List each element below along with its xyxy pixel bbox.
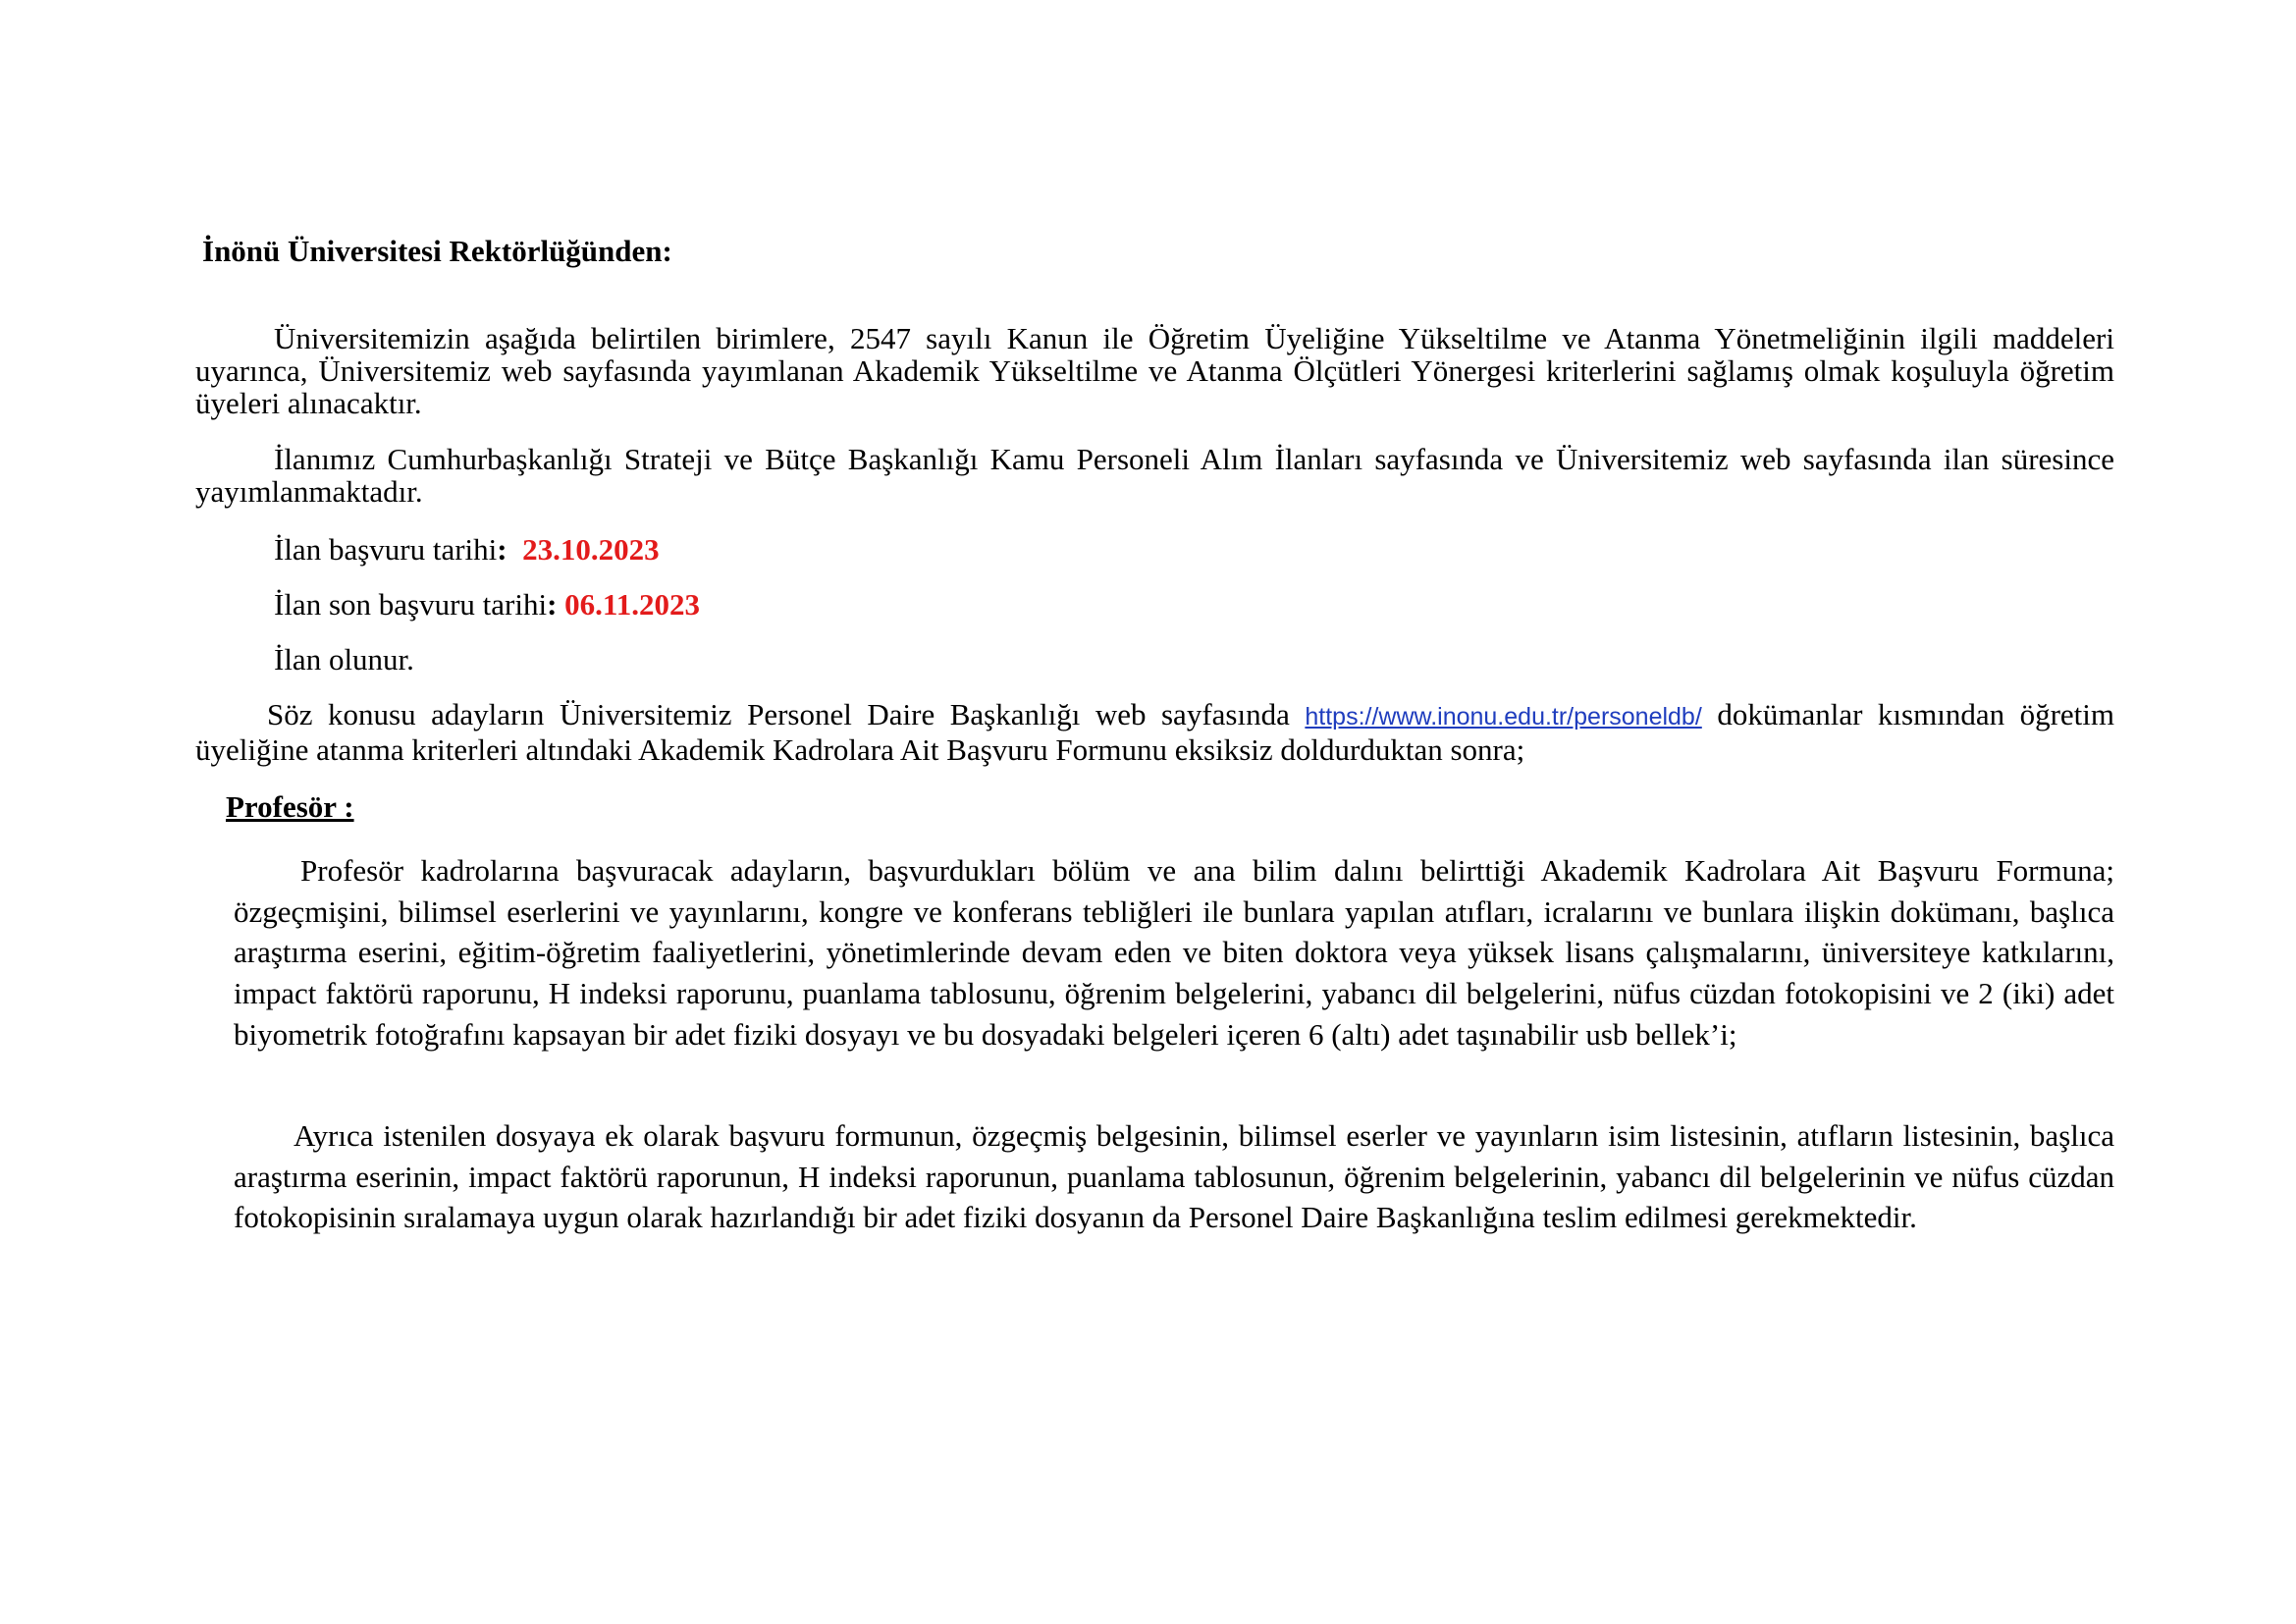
application-end-label: İlan son başvuru tarihi (274, 587, 548, 622)
announcement-line: İlan olunur. (274, 642, 414, 677)
application-start-separator: : (497, 532, 507, 567)
application-end-line (274, 585, 700, 624)
personnel-department-link[interactable]: https://www.inonu.edu.tr/personeldb/ (1305, 703, 1702, 731)
application-start-label: İlan başvuru tarihi (274, 532, 498, 567)
application-start-date: 23.10.2023 (522, 532, 660, 567)
publication-paragraph: İlanımız Cumhurbaşkanlığı Strateji ve Bütçe Başkanlığı Kamu Personeli Alım İlanları sayfasında ve Üniversitemiz web sayfasında ilan süresince yayımlanmaktadır. (195, 442, 2114, 509)
additional-paragraph: Ayrıca istenilen dosyaya ek olarak başvuru formunun, özgeçmiş belgesinin, bilimsel eserler ve yayınların isim listesinin, atıfların listesinin, başlıca araştırma eserinin, impact faktörü raporunun, H indeksi raporunun, puanlama tablosunun, öğrenim belgelerinin, yabancı dil belgelerinin ve nüfus cüzdan fotokopisinin sıralamaya uygun olarak hazırlandığı bir adet fiziki dosyanın da Personel Daire Başkanlığına teslim edilmesi gerekmektedir. (234, 1118, 2114, 1235)
form-paragraph-after-link: dokümanlar kısmından öğretim üyeliğine atanma kriterleri altındaki Akademik Kadrolara Ait Başvuru Formunu eksiksiz doldurduktan sonra; (195, 697, 2115, 767)
form-paragraph (195, 698, 2114, 766)
form-paragraph-before-link: Söz konusu adayların Üniversitemiz Personel Daire Başkanlığı web sayfasında (267, 697, 1290, 731)
intro-paragraph: Üniversitemizin aşağıda belirtilen birimlere, 2547 sayılı Kanun ile Öğretim Üyeliğine Yükseltilme ve Atanma Yönetmeliğinin ilgili maddeleri uyarınca, Üniversitemiz web sayfasında yayımlanan Akademik Yükseltilme ve Atanma Ölçütleri Yönergesi kriterlerini sağlamış olmak koşuluyla öğretim üyeleri alınacaktır. (195, 321, 2114, 420)
document-heading: İnönü Üniversitesi Rektörlüğünden: (202, 234, 672, 268)
application-end-date: 06.11.2023 (564, 587, 700, 622)
application-start-line (274, 530, 660, 569)
professor-section-title: Profesör : (226, 789, 354, 824)
professor-paragraph: Profesör kadrolarına başvuracak adayların, başvurdukları bölüm ve ana bilim dalını belirttiği Akademik Kadrolara Ait Başvuru Formuna; özgeçmişini, bilimsel eserlerini ve yayınlarını, kongre ve konferans tebliğleri ile bunlara yapılan atıfları, icralarını ve bunlara ilişkin dokümanı, başlıca araştırma eserini, eğitim-öğretim faaliyetlerini, yönetimlerinde devam eden ve biten doktora veya yüksek lisans çalışmalarını, üniversiteye katkılarını, impact faktörü raporunu, H indeksi raporunu, puanlama tablosunu, öğrenim belgelerini, yabancı dil belgelerini, nüfus cüzdan fotokopisini ve 2 (iki) adet biyometrik fotoğrafını kapsayan bir adet fiziki dosyayı ve bu dosyadaki belgeleri içeren 6 (altı) adet taşınabilir usb bellek’i; (234, 853, 2114, 1052)
application-end-separator: : (547, 587, 558, 622)
